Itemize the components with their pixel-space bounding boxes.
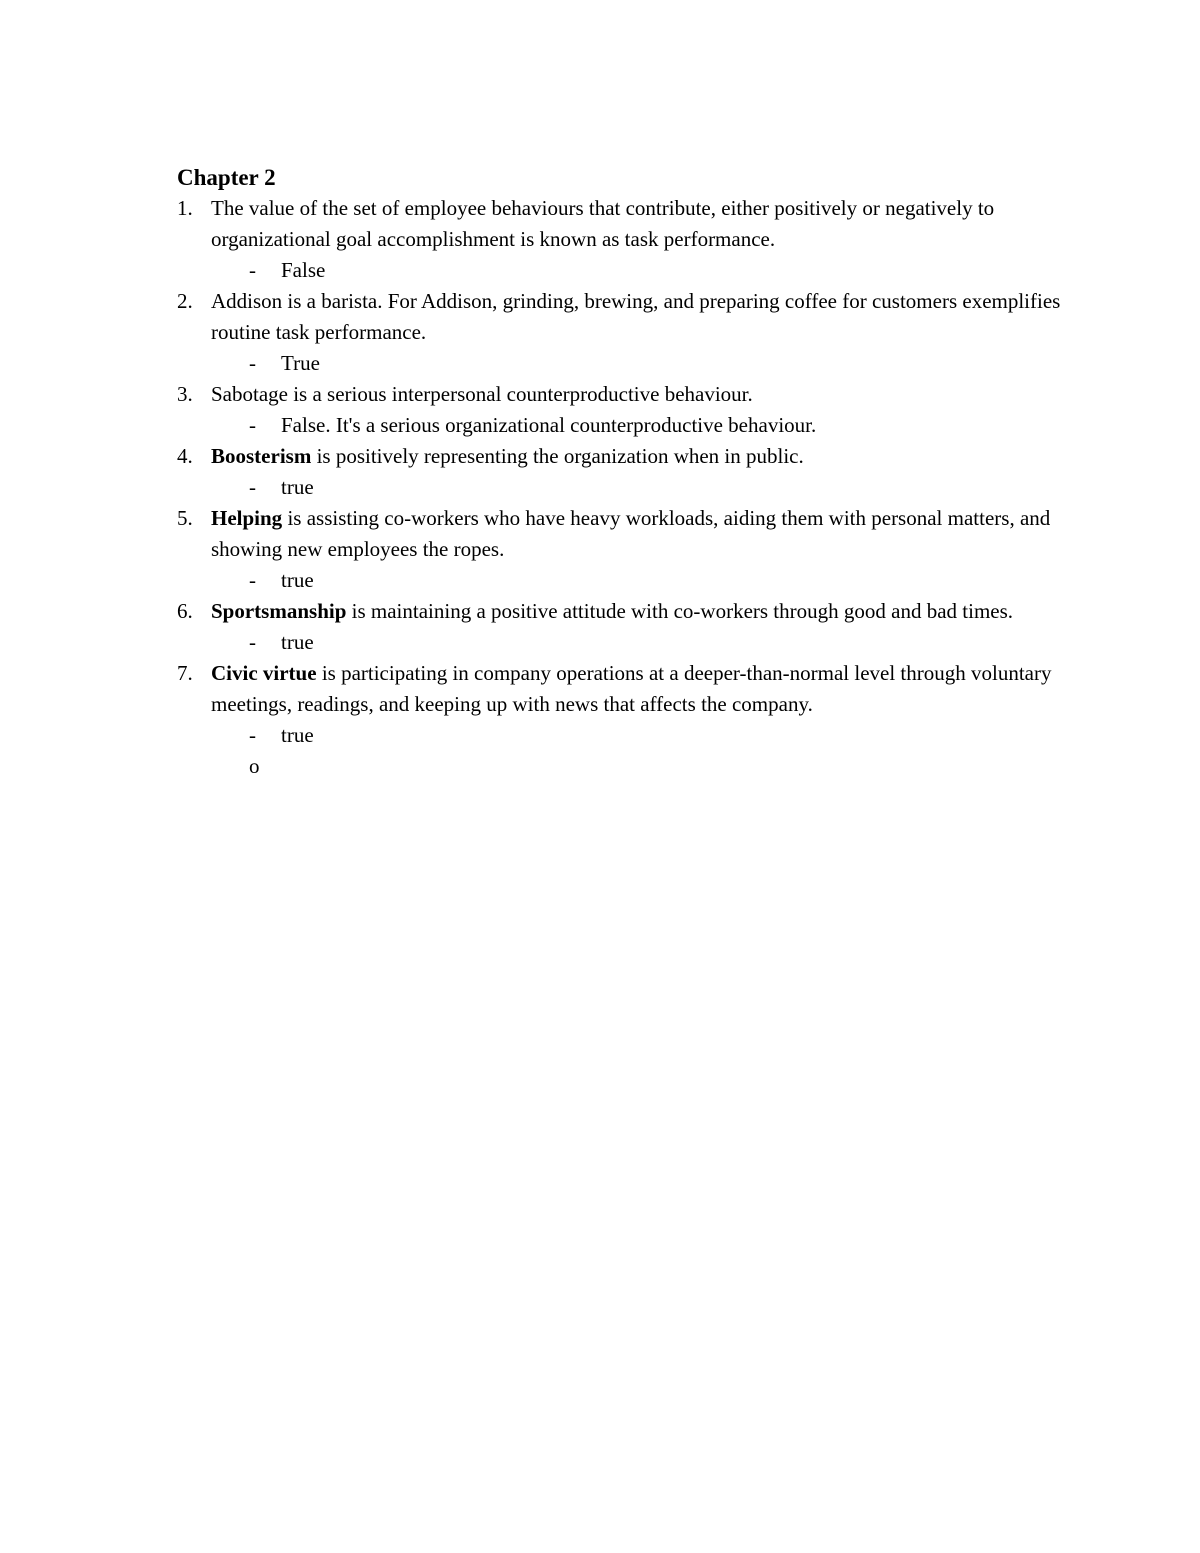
trailing-sub-bullet (177, 751, 1077, 782)
answer-text: true (281, 568, 314, 592)
item-text (211, 503, 1077, 565)
answer-text: true (281, 475, 314, 499)
item-term: Helping (211, 506, 283, 530)
item-description: is maintaining a positive attitude with co-workers through good and bad times. (346, 599, 1014, 623)
item-text (211, 193, 1077, 255)
answer-text: False. It's a serious organizational counterproductive behaviour. (281, 413, 817, 437)
item-number: 4. (177, 444, 193, 468)
answer-line (177, 720, 1077, 751)
dash-bullet: - (249, 723, 256, 747)
circle-bullet-icon: o (249, 754, 260, 778)
answer-text: False (281, 258, 326, 282)
list-item (177, 193, 1077, 255)
list-item (177, 379, 1077, 410)
item-number: 5. (177, 506, 193, 530)
item-number: 6. (177, 599, 193, 623)
document-content (177, 162, 1077, 782)
dash-bullet: - (249, 258, 256, 282)
list-item (177, 658, 1077, 720)
dash-bullet: - (249, 351, 256, 375)
answer-text: true (281, 630, 314, 654)
item-description: is assisting co-workers who have heavy workloads, aiding them with personal matters, and showing new employees the ropes. (211, 506, 1051, 561)
list-item (177, 286, 1077, 348)
answer-text: True (281, 351, 320, 375)
chapter-title: Chapter 2 (177, 165, 276, 190)
item-description: is participating in company operations at a deeper-than-normal level through voluntary meetings, readings, and keeping up with news that affects the company. (211, 661, 1052, 716)
dash-bullet: - (249, 475, 256, 499)
item-description: is positively representing the organization when in public. (311, 444, 804, 468)
dash-bullet: - (249, 630, 256, 654)
item-description: Addison is a barista. For Addison, grinding, brewing, and preparing coffee for customers exemplifies routine task performance. (211, 289, 1061, 344)
item-term: Civic virtue (211, 661, 317, 685)
item-term: Sportsmanship (211, 599, 347, 623)
item-text (211, 596, 1077, 627)
item-description: The value of the set of employee behaviours that contribute, either positively or negatively to organizational goal accomplishment is known as task performance. (211, 196, 995, 251)
answer-text: true (281, 723, 314, 747)
item-number: 7. (177, 661, 193, 685)
dash-bullet: - (249, 413, 256, 437)
item-text (211, 441, 1077, 472)
item-number: 2. (177, 289, 193, 313)
item-term: Boosterism (211, 444, 312, 468)
answer-line (177, 472, 1077, 503)
answer-line (177, 410, 1077, 441)
list-item (177, 503, 1077, 565)
list-item (177, 441, 1077, 472)
item-number: 3. (177, 382, 193, 406)
answer-line (177, 627, 1077, 658)
dash-bullet: - (249, 568, 256, 592)
answer-line (177, 565, 1077, 596)
item-text (211, 658, 1077, 720)
answer-line (177, 348, 1077, 379)
item-number: 1. (177, 196, 193, 220)
answer-line (177, 255, 1077, 286)
item-text (211, 379, 1077, 410)
item-description: Sabotage is a serious interpersonal counterproductive behaviour. (211, 382, 753, 406)
list-item (177, 596, 1077, 627)
item-text (211, 286, 1077, 348)
